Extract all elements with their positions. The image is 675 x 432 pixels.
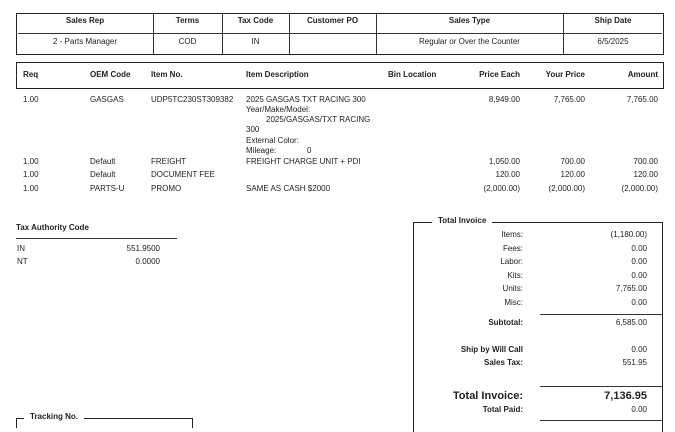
sales-tax-value: 551.95 (622, 358, 647, 367)
cell-req: 1.00 (23, 95, 39, 104)
subtotal-label: Subtotal: (488, 318, 523, 327)
total-line-value: 0.00 (631, 297, 647, 307)
cell-oem: Default (90, 157, 116, 166)
cell-oem: PARTS-U (90, 184, 125, 193)
sales-rep-value: 2 - Parts Manager (52, 37, 118, 46)
total-invoice-title: Total Invoice (432, 216, 492, 225)
total-paid-label: Total Paid: (482, 405, 523, 414)
cell-desc: SAME AS CASH $2000 (246, 184, 331, 193)
cell-amount: 700.00 (633, 157, 658, 166)
cell-your-price: (2,000.00) (548, 184, 585, 193)
desc-extra: 0 (307, 146, 312, 155)
cell-amount: (2,000.00) (621, 184, 658, 193)
col-item-no: Item No. (151, 70, 183, 79)
ship-label: Ship by Will Call (460, 345, 523, 354)
cell-oem: Default (90, 170, 116, 179)
col-req: Req (23, 70, 39, 79)
cell-your-price: 120.00 (560, 170, 585, 179)
cell-price-each: 8,949.00 (488, 95, 520, 104)
desc-extra: External Color: (246, 136, 299, 145)
tax-code-nt: NT (17, 257, 28, 266)
cell-oem: GASGAS (90, 95, 124, 104)
total-line-label: Labor: (500, 257, 523, 266)
header-tax-code: Tax Code (237, 16, 274, 25)
header-ship-date: Ship Date (594, 16, 632, 25)
total-line-value: 7,765.00 (615, 284, 647, 293)
total-invoice-value: 7,136.95 (604, 390, 647, 402)
total-paid-value: 0.00 (631, 405, 647, 414)
total-invoice-label: Total Invoice: (452, 390, 523, 402)
cell-desc: 2025 GASGAS TXT RACING 300 (246, 95, 366, 104)
tax-value-in: 551.9500 (126, 244, 160, 253)
desc-extra: 300 (246, 125, 260, 134)
col-bin-location: Bin Location (388, 70, 437, 79)
cell-req: 1.00 (23, 170, 39, 179)
cell-amount: 7,765.00 (626, 95, 658, 104)
cell-item: PROMO (151, 184, 182, 193)
cell-your-price: 7,765.00 (553, 95, 585, 104)
sales-type-value: Regular or Over the Counter (419, 37, 520, 46)
col-amount: Amount (627, 70, 658, 79)
total-line-label: Kits: (507, 270, 523, 280)
sales-tax-label: Sales Tax: (484, 358, 523, 367)
desc-extra: Mileage: (246, 146, 277, 155)
cell-item: DOCUMENT FEE (151, 170, 215, 179)
cell-req: 1.00 (23, 157, 39, 166)
cell-amount: 120.00 (633, 170, 658, 179)
header-sales-type: Sales Type (448, 16, 491, 25)
total-line-value: 0.00 (631, 270, 647, 280)
header-terms: Terms (175, 16, 200, 25)
terms-value: COD (178, 37, 197, 46)
cell-price-each: (2,000.00) (483, 184, 520, 193)
cell-price-each: 120.00 (495, 170, 520, 179)
col-your-price: Your Price (545, 70, 585, 79)
tracking-title: Tracking No. (24, 412, 84, 421)
desc-extra: 2025/GASGAS/TXT RACING (266, 115, 371, 124)
tax-authority-title: Tax Authority Code (16, 223, 89, 232)
total-line-label: Fees: (502, 243, 523, 253)
col-price-each: Price Each (479, 70, 520, 79)
ship-value: 0.00 (631, 345, 647, 354)
cell-desc: FREIGHT CHARGE UNIT + PDI (246, 157, 361, 166)
total-line-label: Units: (502, 284, 523, 293)
cell-price-each: 1,050.00 (488, 157, 520, 166)
cell-your-price: 700.00 (560, 157, 585, 166)
tax-code-in: IN (17, 244, 25, 253)
cell-item: UDP5TC230ST309382 (151, 95, 234, 104)
header-sales-rep: Sales Rep (65, 16, 105, 25)
tax-code-value: IN (251, 37, 260, 46)
subtotal-value: 6,585.00 (615, 318, 647, 327)
total-line-label: Items: (501, 230, 523, 239)
total-line-label: Misc: (504, 297, 523, 307)
col-oem-code: OEM Code (90, 70, 131, 79)
desc-extra: Year/Make/Model: (246, 105, 311, 114)
cell-req: 1.00 (23, 184, 39, 193)
cell-item: FREIGHT (151, 157, 187, 166)
total-line-value: 0.00 (631, 243, 647, 253)
total-line-value: 0.00 (631, 257, 647, 266)
total-line-value: (1,180.00) (610, 230, 647, 239)
header-customer-po: Customer PO (306, 16, 359, 25)
ship-date-value: 6/5/2025 (597, 37, 629, 46)
tax-value-nt: 0.0000 (135, 257, 160, 266)
col-item-description: Item Description (246, 70, 309, 79)
